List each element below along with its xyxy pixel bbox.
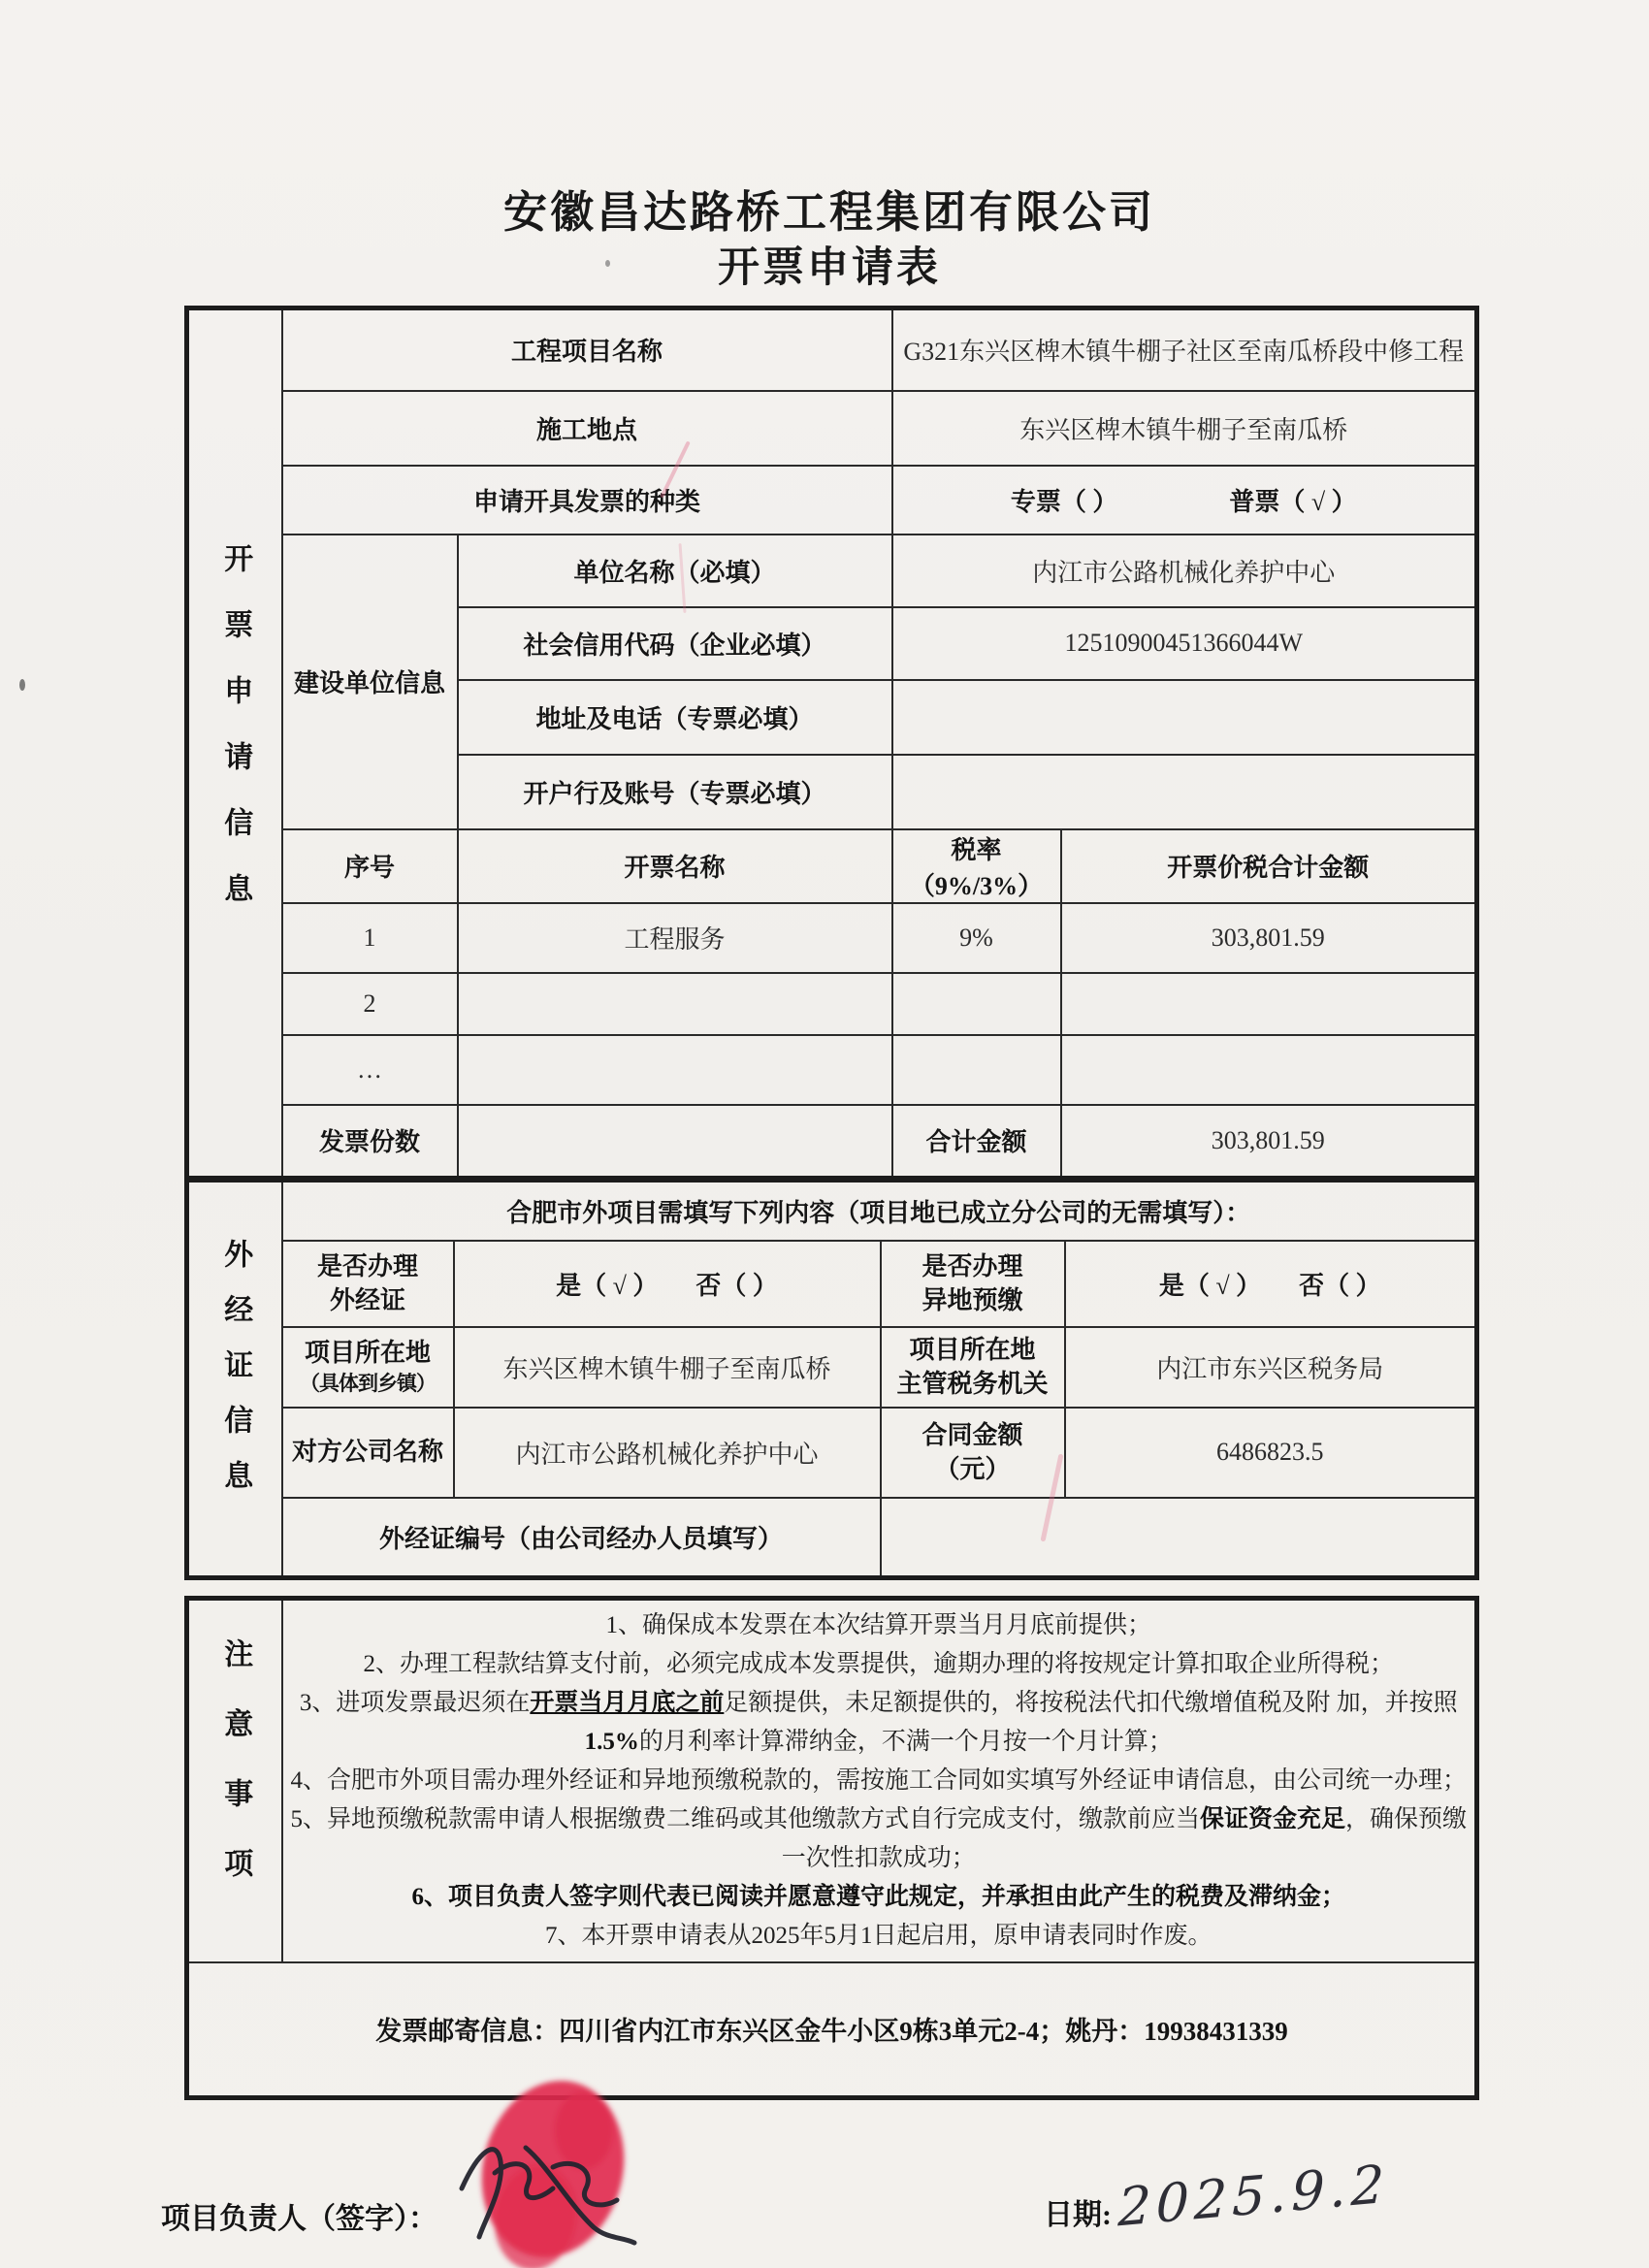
builder-info-label: 建设单位信息	[282, 535, 458, 829]
contract-amount-value: 6486823.5	[1065, 1408, 1477, 1498]
project-name-value: G321东兴区椑木镇牛棚子社区至南瓜桥段中修工程	[892, 308, 1477, 391]
note-line: 1、确保成本发票在本次结算开票当月月底前提供；	[605, 1611, 1151, 1638]
note-line: 3、进项发票最迟须在开票当月月底之前足额提供，未足额提供的，将按税法代扣代缴增值税及附 加，并按照1.5%的月利率计算滞纳金，不满一个月按一个月计算；	[299, 1689, 1458, 1755]
note-line: 4、合肥市外项目需办理外经证和异地预缴税款的，需按施工合同如实填写外经证申请信息，由公司统一办理；	[290, 1766, 1467, 1794]
items-header-no: 序号	[282, 829, 458, 903]
label-line: （具体到乡镇）	[300, 1372, 436, 1396]
item-rate: 9%	[892, 903, 1061, 973]
red-thumbprint-stamp	[438, 2074, 662, 2268]
notes-table	[184, 1596, 1479, 2100]
scan-speck	[19, 679, 25, 691]
builder-field-value: 内江市公路机械化养护中心	[892, 535, 1477, 607]
note-line: 6、项目负责人签字则代表已阅读并愿意遵守此规定，并承担由此产生的税费及滞纳金；	[411, 1883, 1345, 1910]
table-row	[187, 973, 1477, 1035]
item-name: 工程服务	[458, 903, 892, 973]
waijing-cert-question-label	[282, 1241, 454, 1327]
label-line: 对方公司名称	[291, 1438, 443, 1467]
item-no: 1	[282, 903, 458, 973]
counterparty-value: 内江市公路机械化养护中心	[454, 1408, 881, 1498]
handwritten-date: 2025.9.2	[1116, 2153, 1390, 2239]
total-amount-value: 303,801.59	[1061, 1105, 1477, 1179]
contract-amount-label	[881, 1408, 1065, 1498]
prepay-answer: 是（ √ ） 否（ ）	[1065, 1241, 1477, 1327]
waijing-cert-answer: 是（ √ ） 否（ ）	[454, 1241, 881, 1327]
invoice-count-label: 发票份数	[282, 1105, 458, 1179]
notes-content	[282, 1599, 1477, 1962]
tax-authority-value: 内江市东兴区税务局	[1065, 1327, 1477, 1408]
company-title: 安徽昌达路桥工程集团有限公司	[502, 188, 1155, 237]
table-row	[187, 1035, 1477, 1105]
side-label-waijing-cell	[187, 1181, 282, 1578]
waijing-header-note: 合肥市外项目需填写下列内容（项目地已成立分公司的无需填写）：	[282, 1181, 1477, 1241]
side-label-apply-cell	[187, 308, 282, 1179]
label-line: 是否办理	[922, 1251, 1023, 1280]
invoice-kind-label: 申请开具发票的种类	[282, 466, 892, 535]
sign-label: 项目负责人（签字）：	[161, 2203, 437, 2235]
project-location-value: 东兴区椑木镇牛棚子至南瓜桥	[454, 1327, 881, 1408]
side-label-waijing: 外经证信息	[219, 1238, 252, 1515]
label-line: 项目所在地	[909, 1335, 1036, 1364]
item-no: …	[282, 1035, 458, 1105]
builder-field-value: 12510900451366044W	[892, 607, 1477, 680]
item-name	[458, 973, 892, 1035]
mailing-info: 发票邮寄信息：四川省内江市东兴区金牛小区9栋3单元2-4；姚丹：19938431339	[187, 1962, 1477, 2098]
builder-field-value	[892, 680, 1477, 755]
tax-authority-label	[881, 1327, 1065, 1408]
side-label-apply: 开票申请信息	[219, 542, 252, 939]
item-name	[458, 1035, 892, 1105]
item-amount	[1061, 1035, 1477, 1105]
waijing-cert-table	[184, 1178, 1479, 1580]
prepay-question-label	[881, 1241, 1065, 1327]
label-line: 项目所在地	[304, 1339, 431, 1368]
note-line: 2、办理工程款结算支付前，必须完成成本发票提供，逾期办理的将按规定计算扣取企业所得税；	[363, 1650, 1394, 1677]
item-no: 2	[282, 973, 458, 1035]
builder-field-label: 单位名称（必填）	[458, 535, 892, 607]
label-line: 合同金额	[922, 1420, 1023, 1449]
label-line: 主管税务机关	[896, 1370, 1049, 1398]
note-line: 5、异地预缴税款需申请人根据缴费二维码或其他缴款方式自行完成支付，缴款前应当保证资金充足，确保预缴一次性扣款成功；	[290, 1805, 1468, 1871]
builder-field-label: 开户行及账号（专票必填）	[458, 755, 892, 829]
builder-field-label: 地址及电话（专票必填）	[458, 680, 892, 755]
label-line: 外经证	[329, 1286, 405, 1314]
project-name-label: 工程项目名称	[282, 308, 892, 391]
invoice-kind-value	[892, 466, 1477, 535]
items-header-name: 开票名称	[458, 829, 892, 903]
items-header-amount: 开票价税合计金额	[1061, 829, 1477, 903]
label-line: 是否办理	[316, 1251, 418, 1280]
date-label: 日期:	[1044, 2199, 1112, 2231]
invoice-kind-special-option: 专票（ ）	[1010, 487, 1118, 516]
label-line: 异地预缴	[922, 1286, 1023, 1314]
table-row	[187, 903, 1477, 973]
item-amount	[1061, 973, 1477, 1035]
item-amount: 303,801.59	[1061, 903, 1477, 973]
item-rate	[892, 973, 1061, 1035]
items-header-rate: 税率（9%/3%）	[892, 829, 1061, 903]
counterparty-label	[282, 1408, 454, 1498]
location-label: 施工地点	[282, 391, 892, 466]
item-rate	[892, 1035, 1061, 1105]
location-value: 东兴区椑木镇牛棚子至南瓜桥	[892, 391, 1477, 466]
cert-number-label: 外经证编号（由公司经办人员填写）	[282, 1498, 881, 1578]
label-line: （元）	[934, 1455, 1011, 1483]
invoice-kind-general-option: 普票（ √ ）	[1229, 487, 1357, 516]
builder-field-label: 社会信用代码（企业必填）	[458, 607, 892, 680]
side-label-notes: 注意事项	[219, 1638, 252, 1919]
builder-field-value	[892, 755, 1477, 829]
cert-number-value	[881, 1498, 1477, 1578]
form-title: 开票申请表	[718, 245, 941, 291]
total-amount-label: 合计金额	[892, 1105, 1061, 1179]
note-line: 7、本开票申请表从2025年5月1日起启用，原申请表同时作废。	[544, 1922, 1212, 1949]
project-location-label	[282, 1327, 454, 1408]
side-label-notes-cell	[187, 1599, 282, 1962]
invoice-count-value	[458, 1105, 892, 1179]
invoice-apply-table	[184, 306, 1479, 1181]
